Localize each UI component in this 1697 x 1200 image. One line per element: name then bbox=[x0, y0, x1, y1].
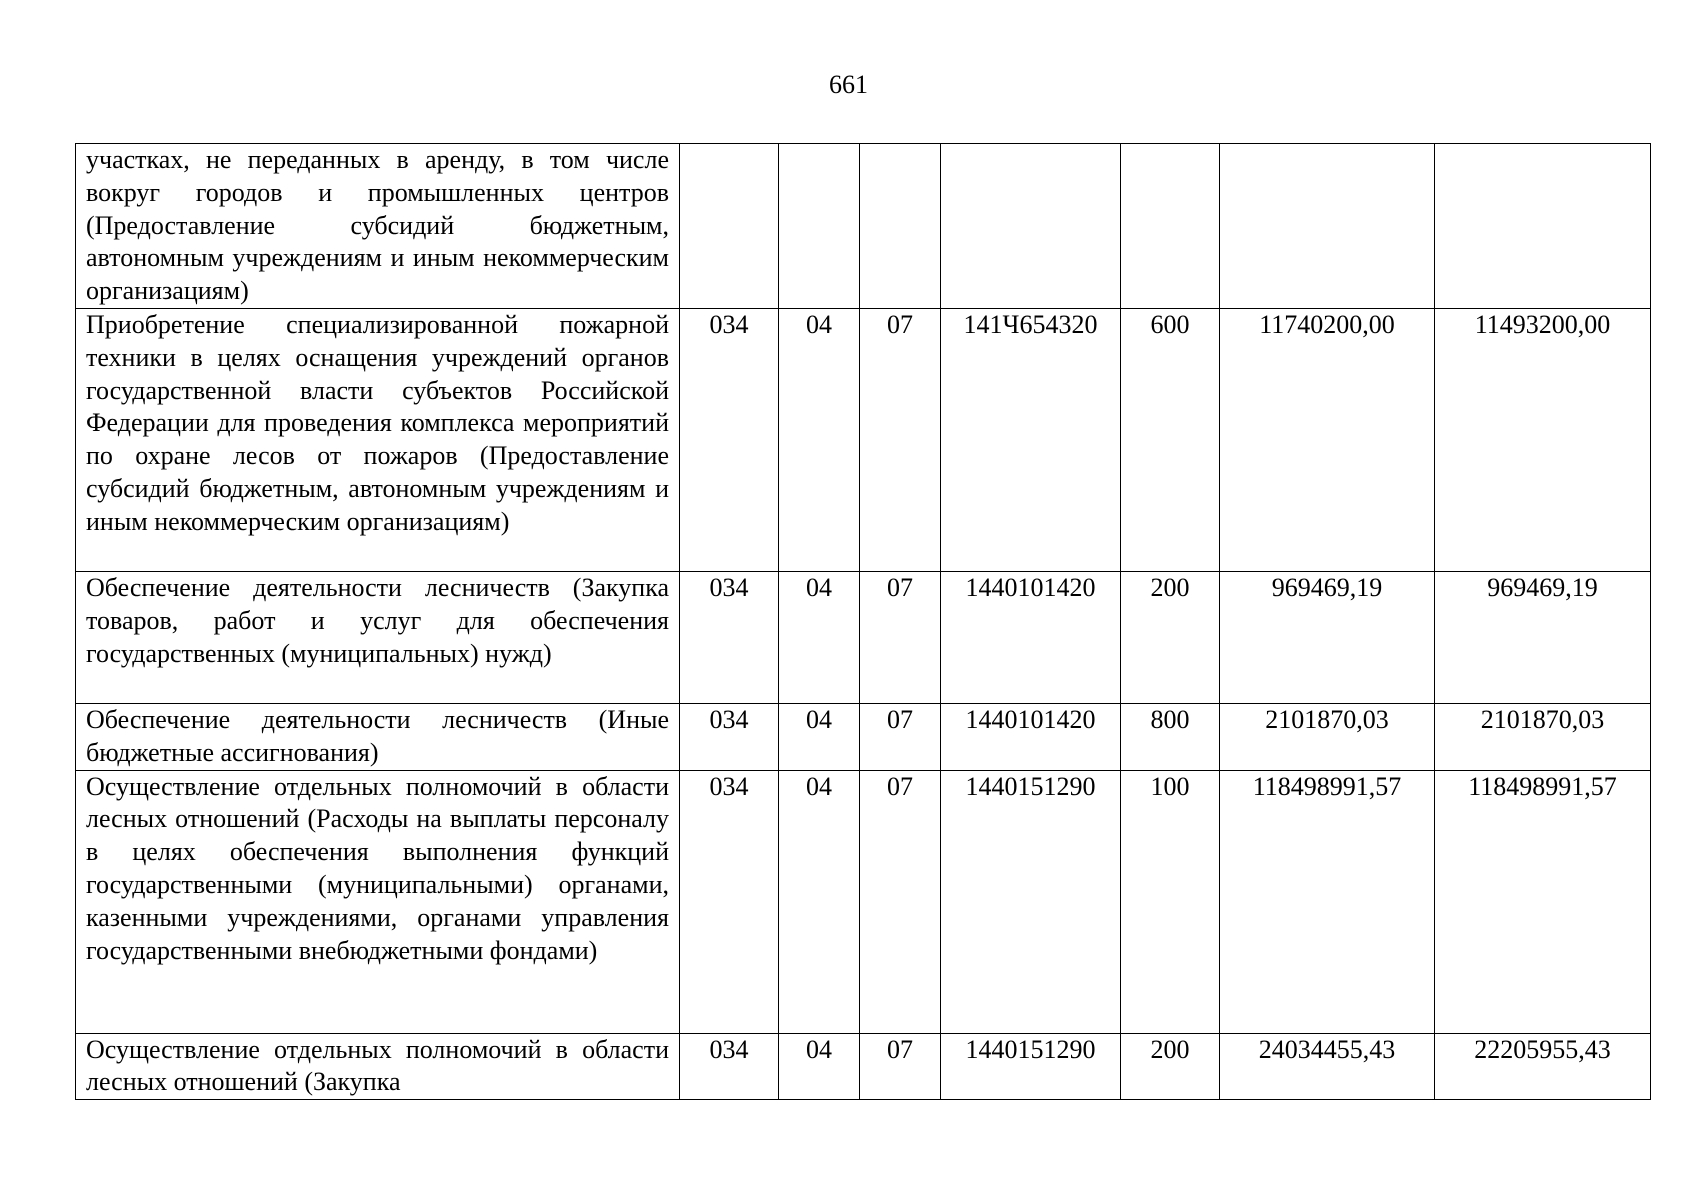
row-description: Обеспечение деятельности лесничеств (Закупка товаров, работ и услуг для обеспечения государственных (муниципальных) нужд) bbox=[76, 572, 680, 704]
row-description: участках, не переданных в аренду, в том числе вокруг городов и промышленных центров (Предоставление субсидий бюджетным, автономным учреждениям и иным некоммерческим организациям) bbox=[76, 144, 680, 309]
amount-year-2 bbox=[1435, 144, 1651, 309]
grbs-code: 034 bbox=[680, 704, 779, 771]
amount-year-1: 24034455,43 bbox=[1220, 1033, 1435, 1100]
expense-type-code: 100 bbox=[1121, 770, 1220, 1033]
amount-year-1: 969469,19 bbox=[1220, 572, 1435, 704]
amount-year-1 bbox=[1220, 144, 1435, 309]
amount-year-1: 118498991,57 bbox=[1220, 770, 1435, 1033]
amount-year-2: 11493200,00 bbox=[1435, 309, 1651, 572]
row-description: Обеспечение деятельности лесничеств (Иные бюджетные ассигнования) bbox=[76, 704, 680, 771]
expense-type-code bbox=[1121, 144, 1220, 309]
page-number: 661 bbox=[829, 70, 868, 99]
section-code: 04 bbox=[779, 309, 860, 572]
target-article-code: 141Ч654320 bbox=[941, 309, 1121, 572]
grbs-code: 034 bbox=[680, 770, 779, 1033]
amount-year-1: 11740200,00 bbox=[1220, 309, 1435, 572]
subsection-code: 07 bbox=[860, 572, 941, 704]
row-description: Приобретение специализированной пожарной техники в целях оснащения учреждений органов государственной власти субъектов Российской Федерации для проведения комплекса мероприятий по охране лесов от пожаров (Предоставление субсидий бюджетным, автономным учреждениям и иным некоммерческим организациям) bbox=[76, 309, 680, 572]
table-row bbox=[76, 144, 1651, 309]
amount-year-1: 2101870,03 bbox=[1220, 704, 1435, 771]
subsection-code: 07 bbox=[860, 1033, 941, 1100]
target-article-code bbox=[941, 144, 1121, 309]
budget-table bbox=[75, 143, 1651, 1100]
section-code: 04 bbox=[779, 770, 860, 1033]
section-code: 04 bbox=[779, 572, 860, 704]
grbs-code bbox=[680, 144, 779, 309]
amount-year-2: 118498991,57 bbox=[1435, 770, 1651, 1033]
subsection-code: 07 bbox=[860, 309, 941, 572]
target-article-code: 1440151290 bbox=[941, 1033, 1121, 1100]
amount-year-2: 969469,19 bbox=[1435, 572, 1651, 704]
grbs-code: 034 bbox=[680, 309, 779, 572]
table-row bbox=[76, 1033, 1651, 1100]
subsection-code bbox=[860, 144, 941, 309]
table-row bbox=[76, 309, 1651, 572]
subsection-code: 07 bbox=[860, 704, 941, 771]
table-row bbox=[76, 572, 1651, 704]
expense-type-code: 200 bbox=[1121, 1033, 1220, 1100]
section-code: 04 bbox=[779, 1033, 860, 1100]
target-article-code: 1440101420 bbox=[941, 572, 1121, 704]
expense-type-code: 800 bbox=[1121, 704, 1220, 771]
grbs-code: 034 bbox=[680, 1033, 779, 1100]
table-row bbox=[76, 770, 1651, 1033]
target-article-code: 1440101420 bbox=[941, 704, 1121, 771]
target-article-code: 1440151290 bbox=[941, 770, 1121, 1033]
section-code bbox=[779, 144, 860, 309]
section-code: 04 bbox=[779, 704, 860, 771]
row-description: Осуществление отдельных полномочий в области лесных отношений (Закупка bbox=[76, 1033, 680, 1100]
table-row bbox=[76, 704, 1651, 771]
grbs-code: 034 bbox=[680, 572, 779, 704]
row-description: Осуществление отдельных полномочий в области лесных отношений (Расходы на выплаты персоналу в целях обеспечения выполнения функций государственными (муниципальными) органами, казенными учреждениями, органами управления государственными внебюджетными фондами) bbox=[76, 770, 680, 1033]
amount-year-2: 22205955,43 bbox=[1435, 1033, 1651, 1100]
amount-year-2: 2101870,03 bbox=[1435, 704, 1651, 771]
expense-type-code: 600 bbox=[1121, 309, 1220, 572]
expense-type-code: 200 bbox=[1121, 572, 1220, 704]
subsection-code: 07 bbox=[860, 770, 941, 1033]
